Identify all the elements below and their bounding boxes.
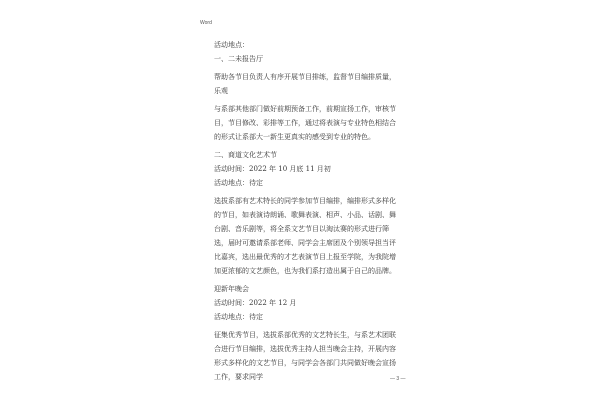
section1-title: 一、二未报告厅 xyxy=(214,55,263,63)
section2-title: 二、商道文化艺术节 xyxy=(214,151,277,159)
section2-time: 活动时间：2022 年 10 月底 11 月初 xyxy=(214,165,331,173)
section3-title: 迎新年晚会 xyxy=(214,285,249,293)
section3-paragraph: 征集优秀节目，选拔系部优秀的文艺特长生，与系艺术团联合进行节目编排，选拔优秀主持人担当晚会主持，开展内容形式多样化的文艺节目，与同学会各部门共同做好晚会宣扬工作，要求同学 xyxy=(214,331,396,381)
section1-paragraph-2: 与系部其他部门做好前期预备工作，前期宣扬工作，审核节目，节目修改、彩排等工作，通过将表演与专业特色相结合的形式让系部大一新生更真实的感受到专业的特色。 xyxy=(214,105,396,141)
section3-time: 活动时间：2022 年 12 月 xyxy=(214,299,297,307)
section3-venue: 活动地点：待定 xyxy=(214,313,263,321)
venue-heading: 活动地点： xyxy=(214,41,249,49)
section2-paragraph: 选拔系部有艺术特长的同学参加节目编排，编排形式多样化的节目，如表演诗朗诵、歌舞表演、相声、小品、话剧、舞台剧、音乐剧等，将全系文艺节目以淘汰赛的形式进行筛选，届时可邀请系部老师、同学会主席团及个别领导担当评比嘉宾，选出最优秀的才艺表演节目上报至学院，为我院增加更浓郁的文艺颜色，也为我们系打造出属于自己的品牌。 xyxy=(214,197,396,275)
section1-paragraph-1: 帮助各节目负责人有序开展节目排练，监督节目编排质量，乐观 xyxy=(214,73,396,95)
section2-venue: 活动地点：待定 xyxy=(214,179,263,187)
header-label: Word xyxy=(200,20,212,26)
page-number: — 3 — xyxy=(390,376,406,382)
document-body xyxy=(200,38,400,384)
